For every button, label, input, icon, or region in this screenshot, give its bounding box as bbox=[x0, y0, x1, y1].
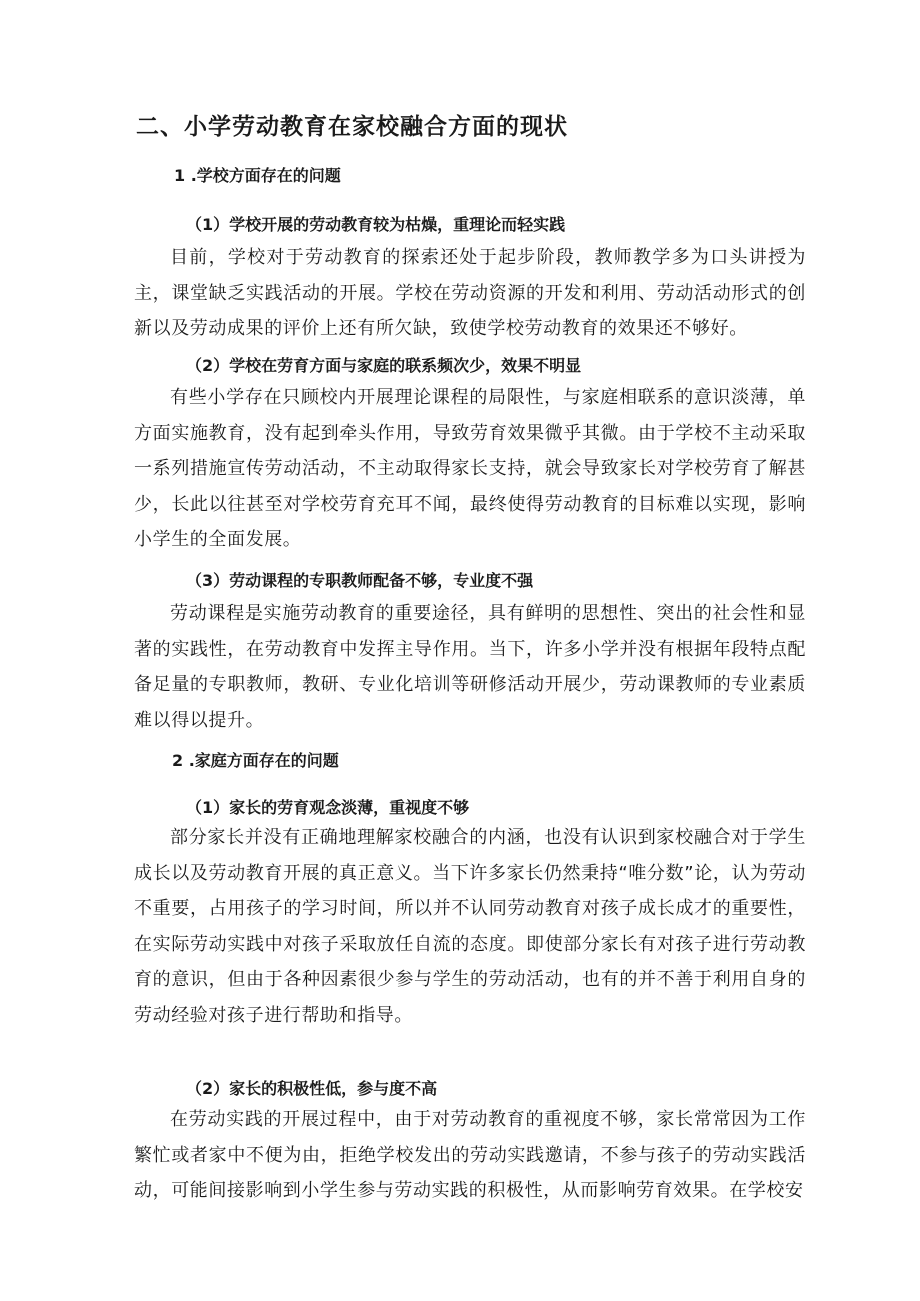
section-heading-school: 1 .学校方面存在的问题 bbox=[174, 166, 341, 185]
paragraph-family-2: 在劳动实践的开展过程中，由于对劳动教育的重视度不够，家长常常因为工作繁忙或者家中不便为由，拒绝学校发出的劳动实践邀请，不参与孩子的劳动实践活动，可能间接影响到小学生参与劳动实践的积极性，从而影响劳育效果。在学校安 bbox=[134, 1109, 806, 1201]
paragraph-school-2: 有些小学存在只顾校内开展理论课程的局限性，与家庭相联系的意识淡薄，单方面实施教育，没有起到牵头作用，导致劳育效果微乎其微。由于学校不主动采取一系列措施宣传劳动活动，不主动取得家长支持，就会导致家长对学校劳育了解甚少，长此以往甚至对学校劳育充耳不闻，最终使得劳动教育的目标难以实现，影响小学生的全面发展。 bbox=[134, 387, 806, 550]
paragraph-school-1: 目前，学校对于劳动教育的探索还处于起步阶段，教师教学多为口头讲授为主，课堂缺乏实践活动的开展。学校在劳动资源的开发和利用、劳动活动形式的创新以及劳动成果的评价上还有所欠缺，致使学校劳动教育的效果还不够好。 bbox=[134, 247, 806, 339]
subheading-family-2: （2）家长的积极性低，参与度不高 bbox=[186, 1079, 438, 1098]
paragraph-family-1: 部分家长并没有正确地理解家校融合的内涵，也没有认识到家校融合对于学生成长以及劳动教育开展的真正意义。当下许多家长仍然秉持“唯分数”论，认为劳动不重要，占用孩子的学习时间，所以并不认同劳动教育对孩子成长成才的重要性，在实际劳动实践中对孩子采取放任自流的态度。即使部分家长有对孩子进行劳动教育的意识，但由于各种因素很少参与学生的劳动活动，也有的并不善于利用自身的劳动经验对孩子进行帮助和指导。 bbox=[134, 827, 806, 1026]
section-heading-family: 2 .家庭方面存在的问题 bbox=[172, 751, 339, 770]
paragraph-school-3: 劳动课程是实施劳动教育的重要途径，具有鲜明的思想性、突出的社会性和显著的实践性，在劳动教育中发挥主导作用。当下，许多小学并没有根据年段特点配备足量的专职教师，教研、专业化培训等研修活动开展少，劳动课教师的专业素质难以得以提升。 bbox=[134, 603, 806, 731]
subheading-school-2: （2）学校在劳育方面与家庭的联系频次少，效果不明显 bbox=[186, 356, 582, 375]
subheading-school-3: （3）劳动课程的专职教师配备不够，专业度不强 bbox=[186, 571, 534, 590]
page-title: 二、小学劳动教育在家校融合方面的现状 bbox=[136, 114, 568, 140]
subheading-school-1: （1）学校开展的劳动教育较为枯燥，重理论而轻实践 bbox=[186, 215, 566, 234]
subheading-family-1: （1）家长的劳育观念淡薄，重视度不够 bbox=[186, 798, 470, 817]
